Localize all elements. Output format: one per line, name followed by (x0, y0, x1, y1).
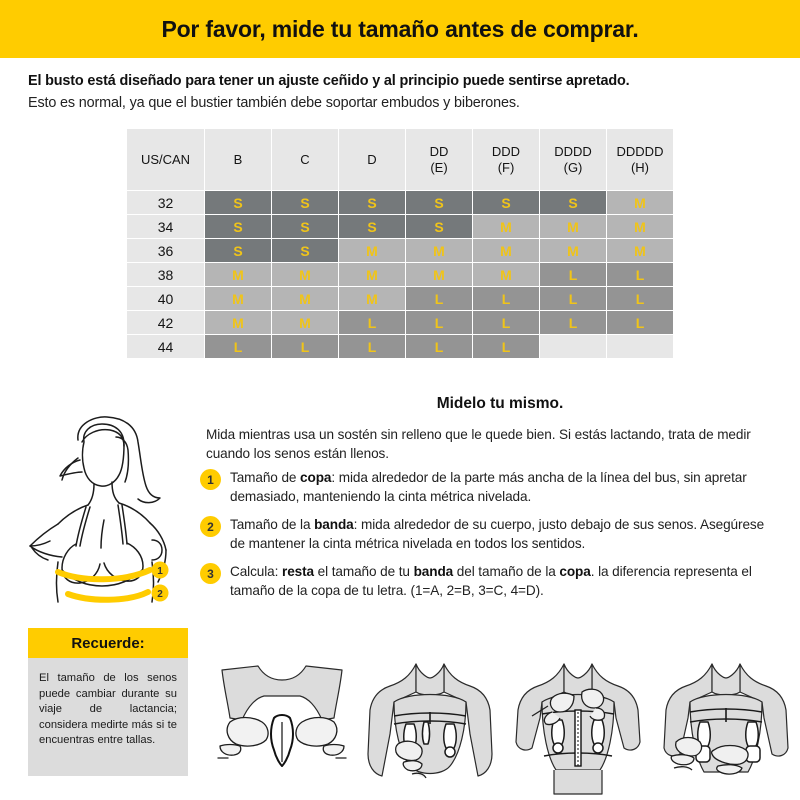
col-header-main: D (367, 151, 377, 167)
col-header-sub: (G) (563, 159, 583, 175)
table-col-header-DDD(F) (473, 129, 540, 191)
step-description: Calcula: resta el tamaño de tu banda del tamaño de la copa. la diferencia representa el tamaño de la copa de tu letra. (1=A, 2=B, 3=C, 4=D). (230, 564, 752, 598)
col-header-main: DDDD (554, 143, 592, 159)
table-row-band-40: 40 (127, 287, 205, 311)
step-number-badge: 2 (200, 516, 221, 537)
size-cell-M: M (339, 263, 406, 287)
col-header-main: DDD (491, 143, 521, 159)
size-cell-M: M (540, 215, 607, 239)
table-row-band-34: 34 (127, 215, 205, 239)
step-number-badge: 3 (200, 563, 221, 584)
size-cell-M: M (607, 191, 674, 215)
col-header-main: DDDDD (616, 143, 664, 159)
size-cell-M: M (406, 239, 473, 263)
header-banner (0, 0, 800, 58)
size-cell-L: L (473, 311, 540, 335)
measurement-step-1 (200, 468, 780, 506)
table-col-header-D (339, 129, 406, 191)
col-header-main: B (233, 151, 243, 167)
size-cell-L: L (339, 311, 406, 335)
recuerde-callout-box (28, 628, 188, 776)
size-cell-M: M (473, 263, 540, 287)
measurement-step-3 (200, 562, 780, 600)
step-description: Tamaño de la banda: mida alrededor de su cuerpo, justo debajo de sus senos. Asegúrese de mantener la cinta métrica nivelada en todos los sentidos. (230, 517, 765, 551)
size-cell-S: S (339, 191, 406, 215)
size-cell-L: L (540, 263, 607, 287)
table-row-band-38: 38 (127, 263, 205, 287)
step-description: Tamaño de copa: mida alrededor de la parte más ancha de la línea del bus, sin apretar demasiado, manteniendo la cinta métrica nivelada. (230, 470, 747, 504)
midelo-intro-text: Mida mientras usa un sostén sin relleno que le quede bien. Si estás lactando, trata de medir cuando los senos están llenos. (206, 427, 751, 461)
table-col-header-C (272, 129, 339, 191)
figure-zip-front (508, 662, 648, 796)
size-cell-S: S (205, 215, 272, 239)
size-cell-empty (540, 335, 607, 359)
table-row (127, 311, 674, 335)
size-cell-S: S (205, 191, 272, 215)
howto-figure-strip (212, 662, 796, 796)
size-cell-M: M (540, 239, 607, 263)
size-cell-L: L (406, 311, 473, 335)
measurement-step-2 (200, 515, 780, 553)
col-header-sub: (F) (497, 159, 515, 175)
table-row (127, 335, 674, 359)
size-chart-head (127, 129, 674, 191)
table-row-band-42: 42 (127, 311, 205, 335)
size-cell-S: S (272, 191, 339, 215)
torso-measurement-illustration (12, 412, 202, 617)
size-cell-S: S (406, 215, 473, 239)
size-cell-L: L (607, 287, 674, 311)
size-cell-M: M (406, 263, 473, 287)
table-row (127, 215, 674, 239)
torso-svg (12, 412, 202, 617)
figure-squeeze-funnel (212, 662, 352, 796)
size-cell-M: M (272, 287, 339, 311)
size-cell-S: S (339, 215, 406, 239)
table-corner-label: US/CAN (127, 129, 205, 191)
table-row (127, 239, 674, 263)
size-cell-M: M (205, 311, 272, 335)
intro-line-2: Esto es normal, ya que el bustier también debe soportar embudos y biberones. (28, 95, 520, 111)
page-title: Por favor, mide tu tamaño antes de comprar. (161, 15, 639, 42)
figure-insert-funnels (360, 662, 500, 796)
col-header-sub: (H) (630, 159, 650, 175)
size-cell-L: L (540, 287, 607, 311)
zipper-icon (575, 710, 581, 766)
size-cell-M: M (339, 287, 406, 311)
recuerde-body-text: El tamaño de los senos puede cambiar durante su viaje de lactancia; considera medirte más si te encuentras entre tallas. (28, 658, 188, 776)
intro-line-1: El busto está diseñado para tener un ajuste ceñido y al principio puede sentirse apretado. (28, 73, 630, 89)
size-cell-M: M (272, 263, 339, 287)
size-cell-M: M (205, 287, 272, 311)
col-header-main: DD (429, 143, 449, 159)
table-col-header-DDDD(G) (540, 129, 607, 191)
intro-paragraph (0, 58, 800, 114)
measurement-steps-list (200, 468, 780, 609)
table-row-band-32: 32 (127, 191, 205, 215)
size-cell-L: L (339, 335, 406, 359)
measure-band-group (58, 570, 150, 600)
size-chart-table (126, 128, 674, 359)
size-cell-L: L (473, 287, 540, 311)
size-cell-M: M (272, 311, 339, 335)
size-cell-S: S (540, 191, 607, 215)
table-row-band-44: 44 (127, 335, 205, 359)
size-cell-M: M (473, 215, 540, 239)
size-cell-S: S (272, 239, 339, 263)
band-measure-band (68, 592, 148, 600)
badge-1-label: 1 (157, 566, 163, 577)
size-chart-table-wrapper (126, 128, 674, 359)
size-cell-L: L (272, 335, 339, 359)
recuerde-title: Recuerde: (28, 628, 188, 658)
size-cell-S: S (205, 239, 272, 263)
table-col-header-DDDDD(H) (607, 129, 674, 191)
badge-2-label: 2 (157, 589, 163, 600)
size-cell-S: S (406, 191, 473, 215)
figure-adjust-bottles (656, 662, 796, 796)
col-header-main: C (300, 151, 310, 167)
midelo-heading: Midelo tu mismo. (436, 395, 564, 412)
bust-measure-band (58, 570, 150, 579)
col-header-sub: (E) (430, 159, 448, 175)
step-number-badge: 1 (200, 469, 221, 490)
size-cell-M: M (607, 239, 674, 263)
size-cell-S: S (272, 215, 339, 239)
size-cell-S: S (473, 191, 540, 215)
size-cell-M: M (473, 239, 540, 263)
table-col-header-B (205, 129, 272, 191)
table-row (127, 263, 674, 287)
size-chart-body (127, 191, 674, 359)
size-cell-L: L (406, 287, 473, 311)
table-row (127, 191, 674, 215)
size-cell-L: L (205, 335, 272, 359)
size-cell-M: M (607, 215, 674, 239)
table-header-row (127, 129, 674, 191)
size-cell-empty (607, 335, 674, 359)
size-cell-L: L (473, 335, 540, 359)
size-cell-M: M (339, 239, 406, 263)
table-col-header-DD(E) (406, 129, 473, 191)
size-cell-L: L (607, 311, 674, 335)
size-cell-L: L (540, 311, 607, 335)
size-cell-L: L (406, 335, 473, 359)
size-cell-L: L (607, 263, 674, 287)
table-row (127, 287, 674, 311)
table-row-band-36: 36 (127, 239, 205, 263)
size-cell-M: M (205, 263, 272, 287)
